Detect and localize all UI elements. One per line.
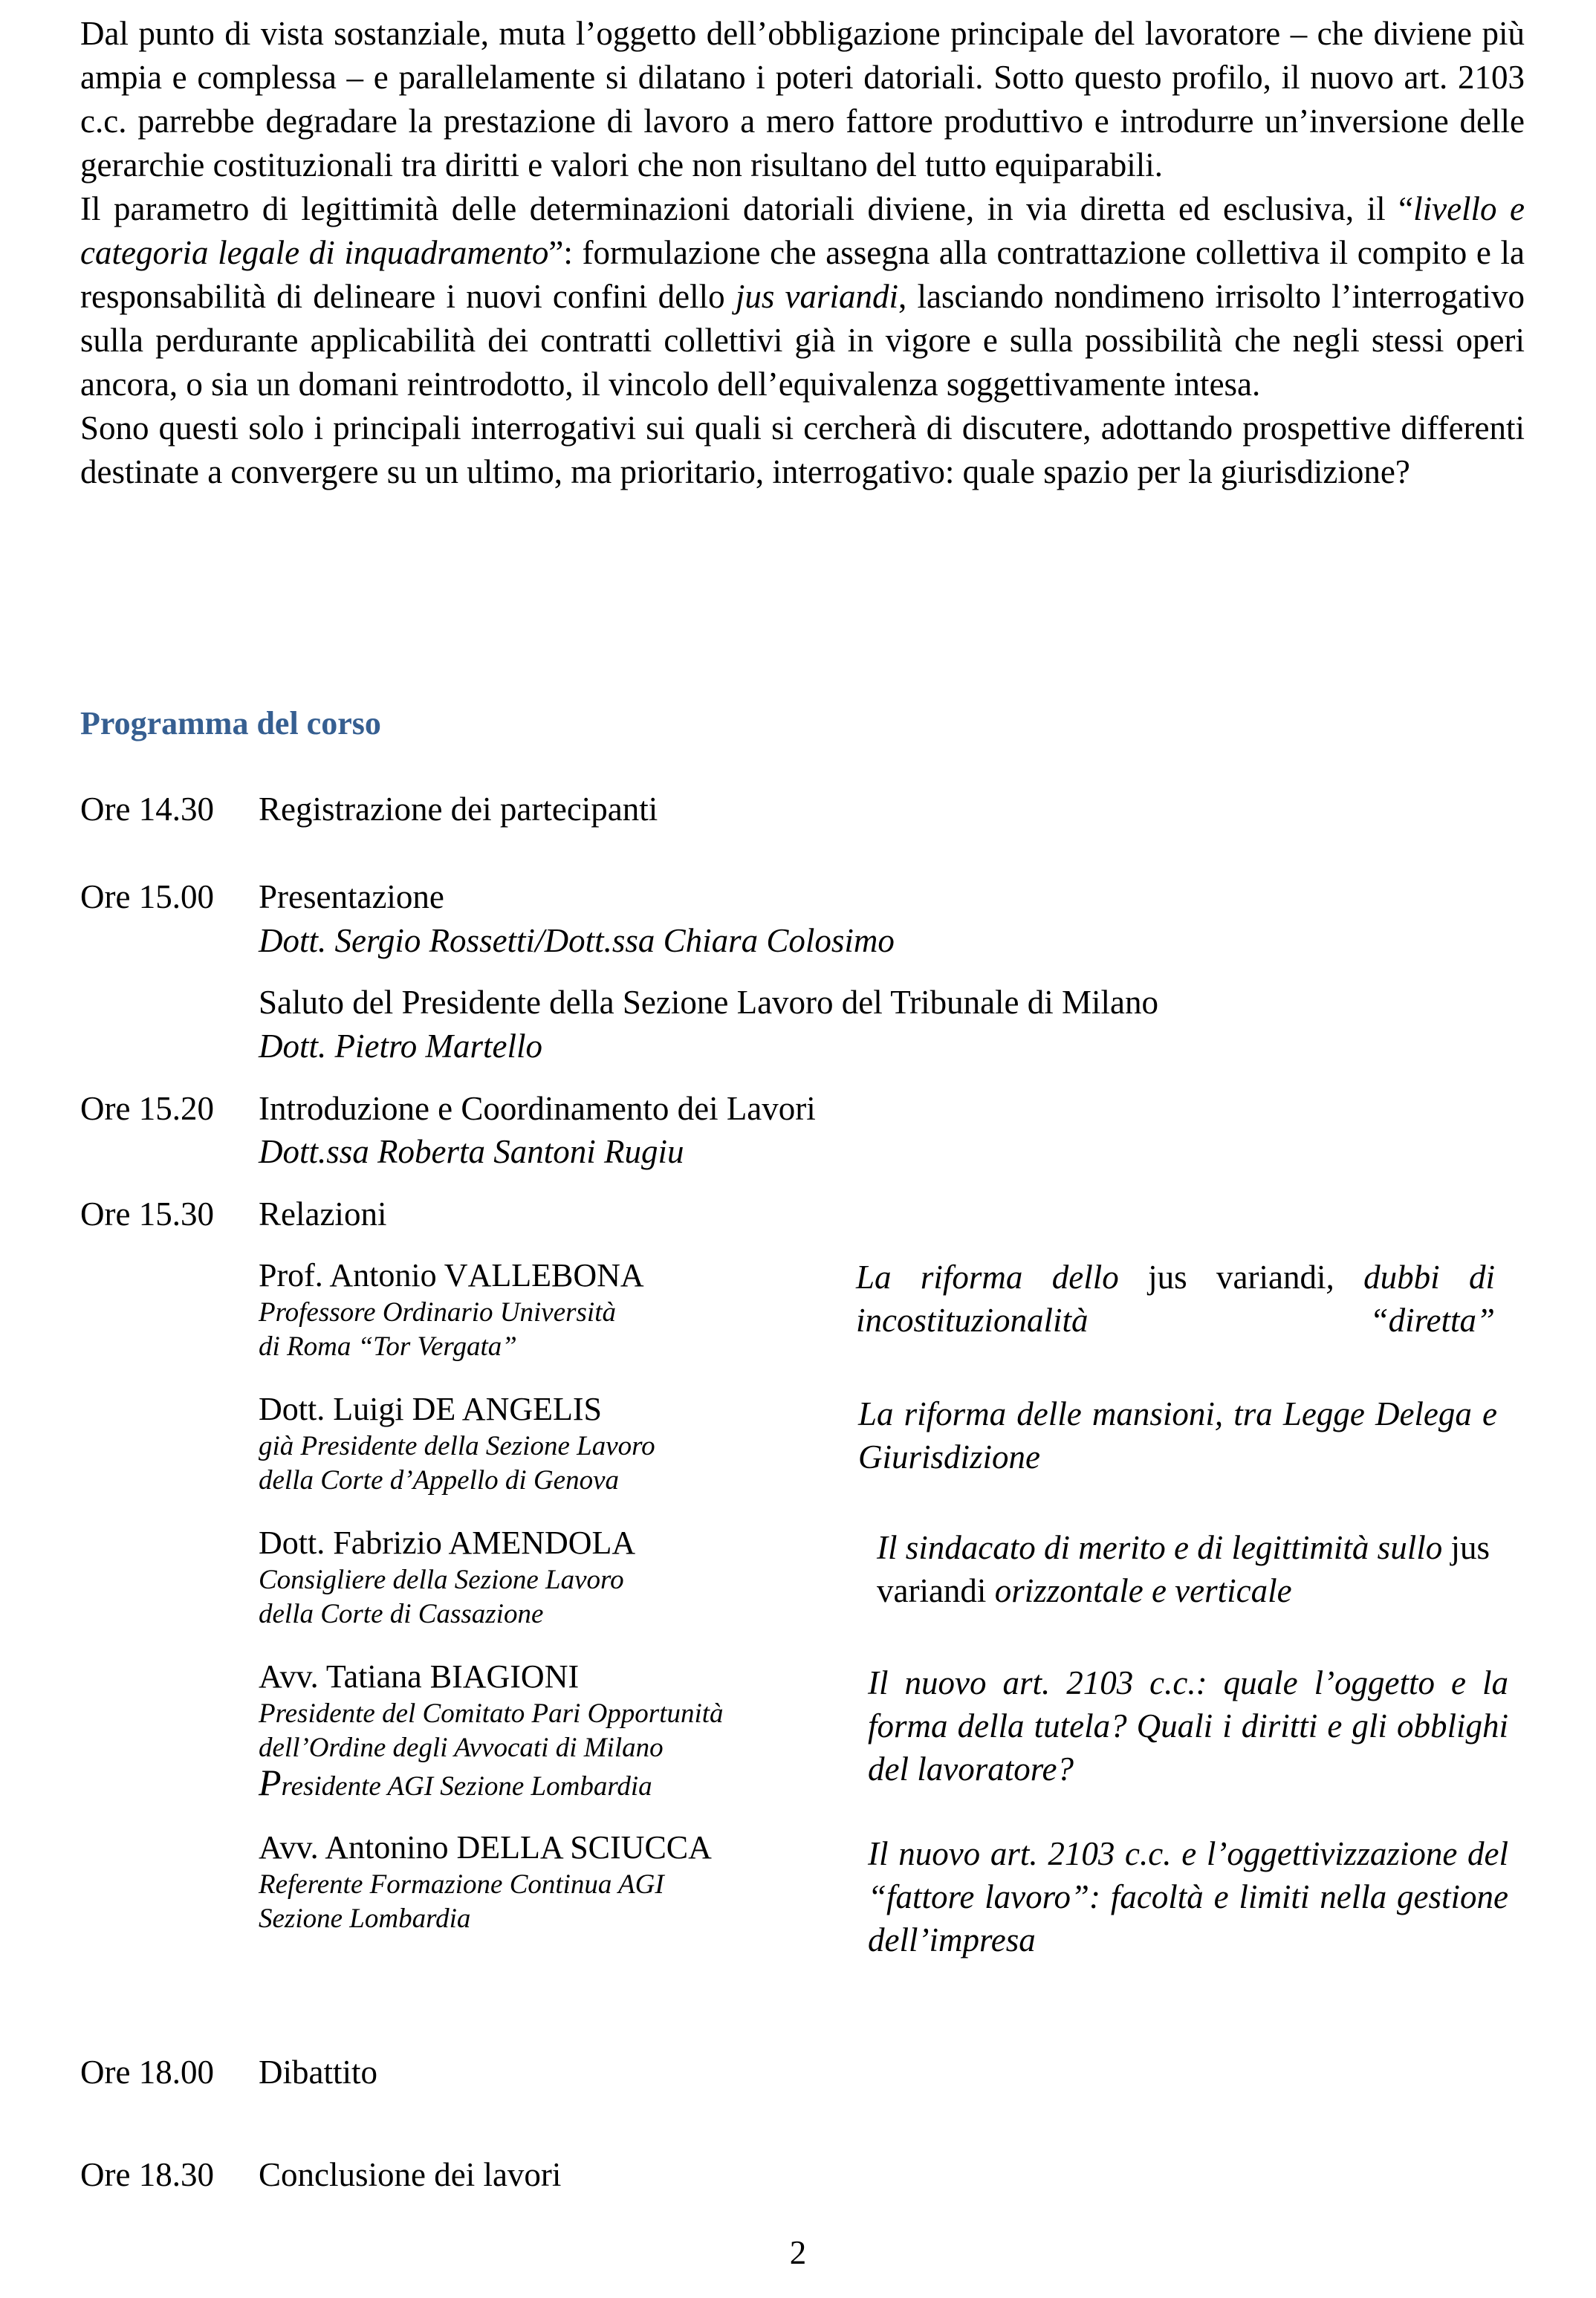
speaker <box>259 1389 655 1498</box>
slot-time: Ore 18.30 <box>80 2156 214 2193</box>
speaker-role: della Corte d’Appello di Genova <box>259 1465 620 1496</box>
paragraph-2-text-a: Il parametro di legittimità delle determinazioni datoriali diviene, in via diretta ed esclusiva, il “ <box>80 190 1414 227</box>
speaker-role: Presidente del Comitato Pari Opportunità <box>259 1698 724 1729</box>
speaker-surname-initial: V <box>444 1257 468 1294</box>
paragraph-2 <box>80 187 1525 406</box>
talk-term: jus variandi <box>877 1529 1490 1609</box>
speaker-title: Prof. Antonio <box>259 1257 437 1294</box>
talk-text: Il sindacato di merito e di legittimità sullo <box>877 1529 1451 1566</box>
coordinator: Dott.ssa Roberta Santoni Rugiu <box>259 1133 684 1170</box>
slot-time: Ore 14.30 <box>80 791 214 828</box>
speaker-surname-initial: D <box>412 1391 436 1427</box>
role-initial: P <box>259 1762 282 1803</box>
speaker-role <box>259 1762 724 1804</box>
speaker-role: Referente Formazione Continua AGI <box>259 1869 664 1900</box>
talk-text: orizzontale e verticale <box>986 1572 1292 1609</box>
speaker-role: già Presidente della Sezione Lavoro <box>259 1431 655 1461</box>
talk-title: Il nuovo art. 2103 c.c. e l’oggettivizzazione del “fattore lavoro”: facoltà e limiti nella gestione dell’impresa <box>868 1835 1508 1958</box>
role-text: residente AGI Sezione Lombardia <box>281 1771 652 1802</box>
talk-term: jus variandi <box>1148 1259 1326 1296</box>
speaker-name <box>259 1828 712 1868</box>
speaker-name <box>259 1389 655 1429</box>
speaker-surname: E ANGELIS <box>435 1391 602 1427</box>
speaker-role: Consigliere della Sezione Lavoro <box>259 1565 624 1595</box>
speaker-surname-initial: D <box>456 1829 481 1866</box>
talk-text: La riforma dello <box>856 1259 1149 1296</box>
speaker-title: Avv. Antonino <box>259 1829 449 1866</box>
talk-title <box>877 1526 1531 1612</box>
talk-title <box>856 1256 1495 1342</box>
paragraph-1: Dal punto di vista sostanziale, muta l’oggetto dell’obbligazione principale del lavoratore – che diviene più ampia e complessa – e parallelamente si dilatano i poteri datoriali. Sotto questo profilo, il nuovo art. 2103 c.c. parrebbe degradare la prestazione di lavoro a mero fattore produttivo e introdurre un’inversione delle gerarchie costituzionali tra diritti e valori che non risultano del tutto equiparabili. <box>80 15 1525 184</box>
speaker-surname: IAGIONI <box>452 1658 580 1695</box>
speaker-name <box>259 1523 635 1563</box>
speaker-surname: ELLA SCIUCCA <box>480 1829 712 1866</box>
speaker <box>259 1256 644 1364</box>
speaker-role: dell’Ordine degli Avvocati di Milano <box>259 1733 664 1763</box>
speaker-name <box>259 1256 644 1296</box>
talk-title: La riforma delle mansioni, tra Legge Delega e Giurisdizione <box>858 1395 1497 1476</box>
slot-label: Registrazione dei partecipanti <box>259 791 658 828</box>
program-title: Programma del corso <box>80 705 381 741</box>
speaker-title: Dott. Luigi <box>259 1391 404 1427</box>
speaker-surname-initial: B <box>429 1658 452 1695</box>
greeting: Saluto del Presidente della Sezione Lavoro del Tribunale di Milano <box>259 984 1159 1021</box>
paragraph-2-text-c: , lasciando nondimeno irrisolto l’interrogativo sulla perdurante applicabilità dei contratti collettivi già in vigore e sulla possibilità che negli stessi operi ancora, o sia un domani reintrodotto, il vincolo dell’equivalenza soggettivamente intesa. <box>80 278 1525 403</box>
page-number: 2 <box>789 2234 807 2271</box>
paragraph-2-text-b: ”: formulazione che assegna alla contrattazione collettiva il compito e la responsabilità di delineare i nuovi confini dello <box>80 234 1525 315</box>
speaker-surname: ALLEBONA <box>467 1257 644 1294</box>
speaker-role: di Roma “Tor Vergata” <box>259 1331 517 1362</box>
paragraph-2-italic-a: livello e categoria legale di inquadramento <box>80 190 1525 271</box>
greeting-by: Dott. Pietro Martello <box>259 1028 543 1065</box>
paragraph-3: Sono questi solo i principali interrogativi sui quali si cercherà di discutere, adottando prospettive differenti destinate a convergere su un ultimo, ma prioritario, interrogativo: quale spazio per la giurisdizione? <box>80 409 1525 490</box>
intro-text <box>80 12 1525 494</box>
talk-text: , dubbi di incostituzionalità “diretta” <box>856 1259 1495 1339</box>
slot-label: Conclusione dei lavori <box>259 2156 562 2193</box>
speaker-surname: MENDOLA <box>472 1525 636 1561</box>
slot-time: Ore 15.30 <box>80 1195 214 1233</box>
slot-label: Relazioni <box>259 1195 387 1233</box>
slot-time: Ore 15.20 <box>80 1090 214 1127</box>
speaker-role: Sezione Lombardia <box>259 1903 471 1934</box>
slot-label: Presentazione <box>259 878 444 915</box>
slot-label: Introduzione e Coordinamento dei Lavori <box>259 1090 816 1127</box>
paragraph-2-italic-b: jus variandi <box>735 278 899 315</box>
slot-time: Ore 15.00 <box>80 878 214 915</box>
presenters: Dott. Sergio Rossetti/Dott.ssa Chiara Colosimo <box>259 922 895 959</box>
speaker-title: Dott. Fabrizio <box>259 1525 442 1561</box>
speaker <box>259 1828 712 1936</box>
speaker <box>259 1523 635 1632</box>
speaker-role: Professore Ordinario Università <box>259 1297 616 1328</box>
speaker-surname-initial: A <box>448 1525 473 1561</box>
speaker-title: Avv. Tatiana <box>259 1658 422 1695</box>
speaker-role: della Corte di Cassazione <box>259 1599 544 1629</box>
talk-title: Il nuovo art. 2103 c.c.: quale l’oggetto e la forma della tutela? Quali i diritti e gli obblighi del lavoratore? <box>868 1664 1508 1788</box>
speaker-name <box>259 1657 724 1697</box>
slot-time: Ore 18.00 <box>80 2054 214 2091</box>
slot-label: Dibattito <box>259 2054 377 2091</box>
speaker <box>259 1657 724 1804</box>
